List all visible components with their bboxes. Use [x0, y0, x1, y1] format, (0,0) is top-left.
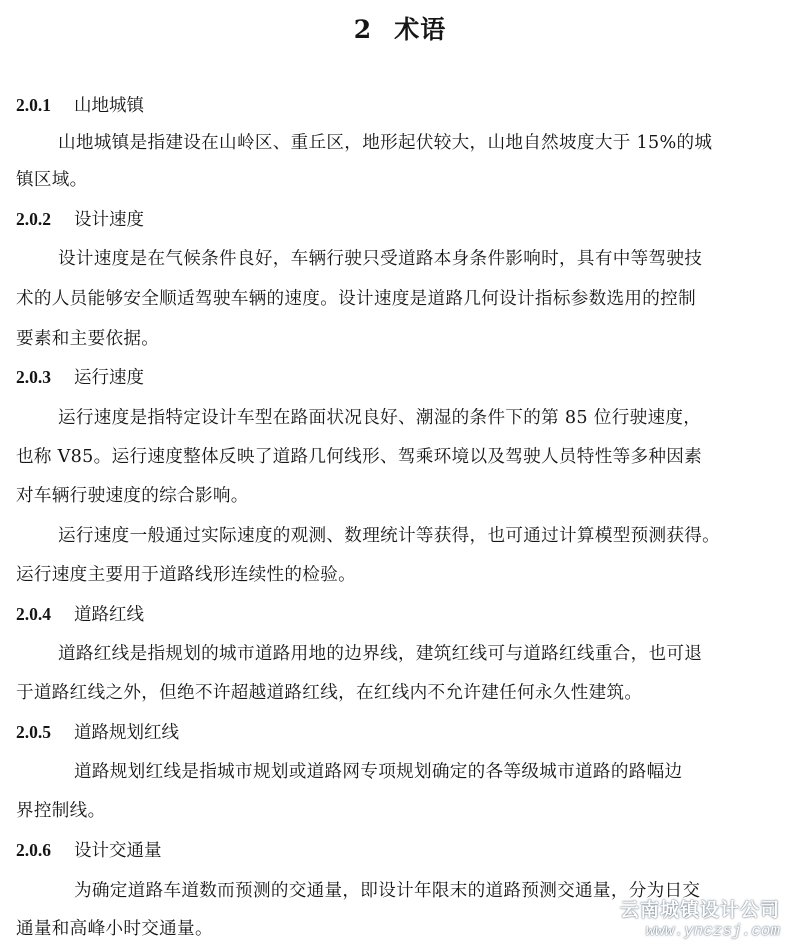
term-title: 运行速度	[74, 368, 144, 388]
chapter-title	[0, 10, 800, 46]
term-heading	[16, 206, 144, 231]
term-number: 2.0.1	[16, 95, 51, 115]
paragraph-line: 要素和主要依据。	[16, 329, 160, 349]
term-number: 2.0.6	[16, 840, 51, 860]
term-heading	[16, 92, 144, 117]
term-number: 2.0.2	[16, 209, 51, 229]
paragraph-line: 界控制线。	[16, 801, 106, 821]
paragraph-line: 道路红线是指规划的城市道路用地的边界线，建筑红线可与道路红线重合，也可退	[58, 644, 703, 664]
term-heading	[16, 601, 144, 626]
paragraph-line: 运行速度主要用于道路线形连续性的检验。	[16, 565, 356, 585]
term-title: 山地城镇	[74, 96, 144, 116]
chapter-number: 2	[353, 15, 373, 44]
term-title: 道路规划红线	[74, 723, 179, 743]
term-title: 设计速度	[74, 210, 144, 230]
chapter-title-text: 术语	[394, 15, 447, 44]
watermark-company-name: 云南城镇设计公司	[619, 898, 780, 921]
paragraph-line: 山地城镇是指建设在山岭区、重丘区，地形起伏较大，山地自然坡度大于 15%的城	[58, 133, 713, 153]
paragraph-line: 术的人员能够安全顺适驾驶车辆的速度。设计速度是道路几何设计指标参数选用的控制	[16, 289, 696, 309]
term-number: 2.0.4	[16, 604, 51, 624]
term-title: 道路红线	[74, 605, 144, 625]
watermark-url: www.ynczsj.com	[645, 921, 780, 940]
term-heading	[16, 364, 144, 389]
paragraph-line: 为确定道路车道数而预测的交通量，即设计年限末的道路预测交通量，分为日交	[74, 881, 701, 901]
term-heading	[16, 719, 179, 744]
term-heading	[16, 837, 162, 862]
paragraph-line: 对车辆行驶速度的综合影响。	[16, 486, 249, 506]
term-number: 2.0.5	[16, 722, 51, 742]
paragraph-line: 设计速度是在气候条件良好，车辆行驶只受道路本身条件影响时，具有中等驾驶技	[58, 249, 703, 269]
paragraph-line: 运行速度一般通过实际速度的观测、数理统计等获得，也可通过计算模型预测获得。	[58, 526, 721, 546]
paragraph-line: 于道路红线之外，但绝不许超越道路红线，在红线内不允许建任何永久性建筑。	[16, 683, 643, 703]
watermark	[620, 900, 780, 940]
paragraph-line: 也称 V85。运行速度整体反映了道路几何线形、驾乘环境以及驾驶人员特性等多种因素	[16, 447, 703, 467]
paragraph-line: 通量和高峰小时交通量。	[16, 919, 213, 939]
paragraph-line: 镇区域。	[16, 170, 88, 190]
term-number: 2.0.3	[16, 367, 51, 387]
paragraph-line: 运行速度是指特定设计车型在路面状况良好、潮湿的条件下的第 85 位行驶速度，	[58, 408, 702, 428]
paragraph-line: 道路规划红线是指城市规划或道路网专项规划确定的各等级城市道路的路幅边	[74, 762, 683, 782]
term-title: 设计交通量	[74, 841, 162, 861]
